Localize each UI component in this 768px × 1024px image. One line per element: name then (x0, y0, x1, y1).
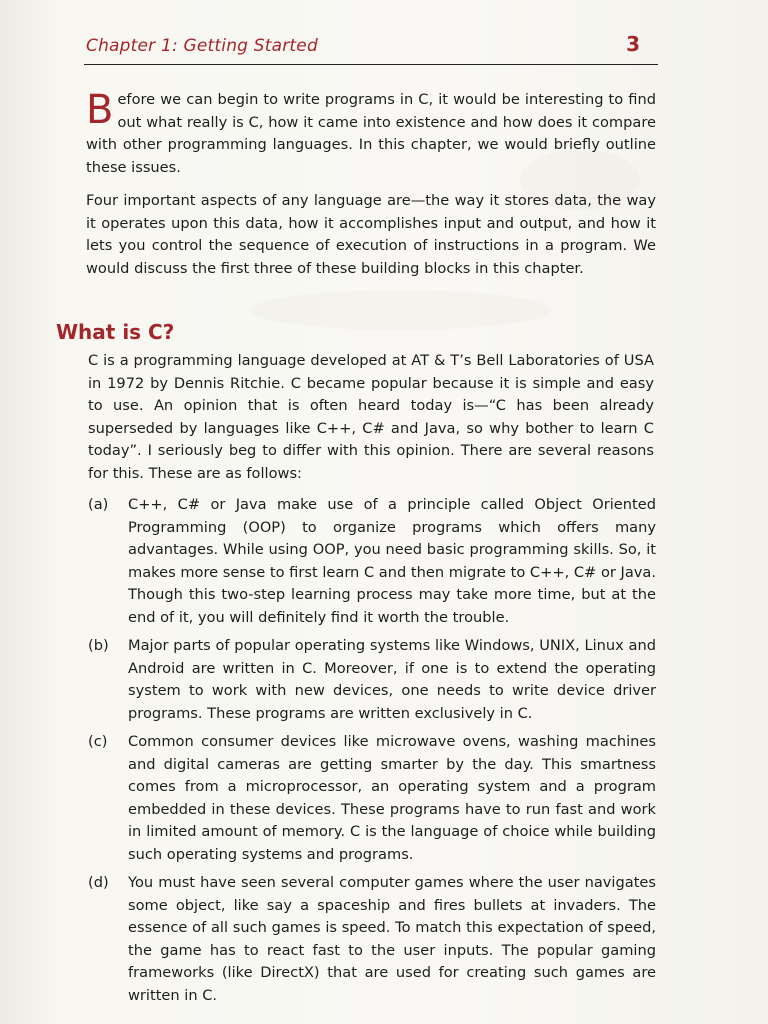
page-number: 3 (626, 32, 640, 56)
drop-cap: B (86, 87, 114, 133)
list-item (88, 635, 656, 725)
list-item (88, 494, 656, 629)
list-item-text: You must have seen several computer games where the user navigates some object, like say a spaceship and fires bullets at invaders. The essence of all such games is speed. To match this expectation of speed, the game has to react fast to the user inputs. The popular gaming frameworks (like DirectX) that are used for creating such games are written in C. (128, 874, 656, 1004)
list-item-text: Major parts of popular operating systems like Windows, UNIX, Linux and Android are written in C. Moreover, if one is to extend the operating system to work with new devices, one needs to write device driver programs. These programs are written exclusively in C. (128, 637, 656, 722)
section-heading: What is C? (56, 320, 175, 344)
intro-paragraph (86, 89, 656, 179)
list-marker: (b) (88, 637, 109, 654)
reasons-list (88, 494, 656, 1013)
what-is-c-paragraph: C is a programming language developed at AT & T’s Bell Laboratories of USA in 1972 by Dennis Ritchie. C became popular because it is simple and easy to use. An opinion that is often heard today is—“C has been already superseded by languages like C++, C# and Java, so why bother to learn C today”. I seriously beg to differ with this opinion. There are several reasons for this. These are as follows: (88, 352, 654, 482)
list-marker: (c) (88, 733, 108, 750)
chapter-title: Chapter 1: Getting Started (86, 36, 318, 56)
aspects-paragraph: Four important aspects of any language are—the way it stores data, the way it operates upon this data, how it accomplishes input and output, and how it lets you control the sequence of execution of instructions in a program. We would discuss the first three of these building blocks in this chapter. (86, 192, 656, 277)
list-marker: (d) (88, 874, 109, 891)
list-item (88, 731, 656, 866)
list-marker: (a) (88, 496, 109, 513)
page-header (84, 32, 658, 65)
list-item-text: Common consumer devices like microwave ovens, washing machines and digital cameras are getting smarter by the day. This smartness comes from a microprocessor, an operating system and a program embedded in these devices. These programs have to run fast and work in limited amount of memory. C is the language of choice while building such operating systems and programs. (128, 733, 656, 863)
list-item-text: C++, C# or Java make use of a principle called Object Oriented Programming (OOP) to organize programs which offers many advantages. While using OOP, you need basic programming skills. So, it makes more sense to first learn C and then migrate to C++, C# or Java. Though this two-step learning process may take more time, but at the end of it, you will definitely find it worth the trouble. (128, 496, 656, 626)
intro-text: efore we can begin to write programs in C, it would be interesting to find out what really is C, how it came into existence and how does it compare with other programming languages. In this chapter, we would briefly outline these issues. (86, 91, 656, 176)
list-item (88, 872, 656, 1007)
paper-smudge (250, 290, 550, 330)
